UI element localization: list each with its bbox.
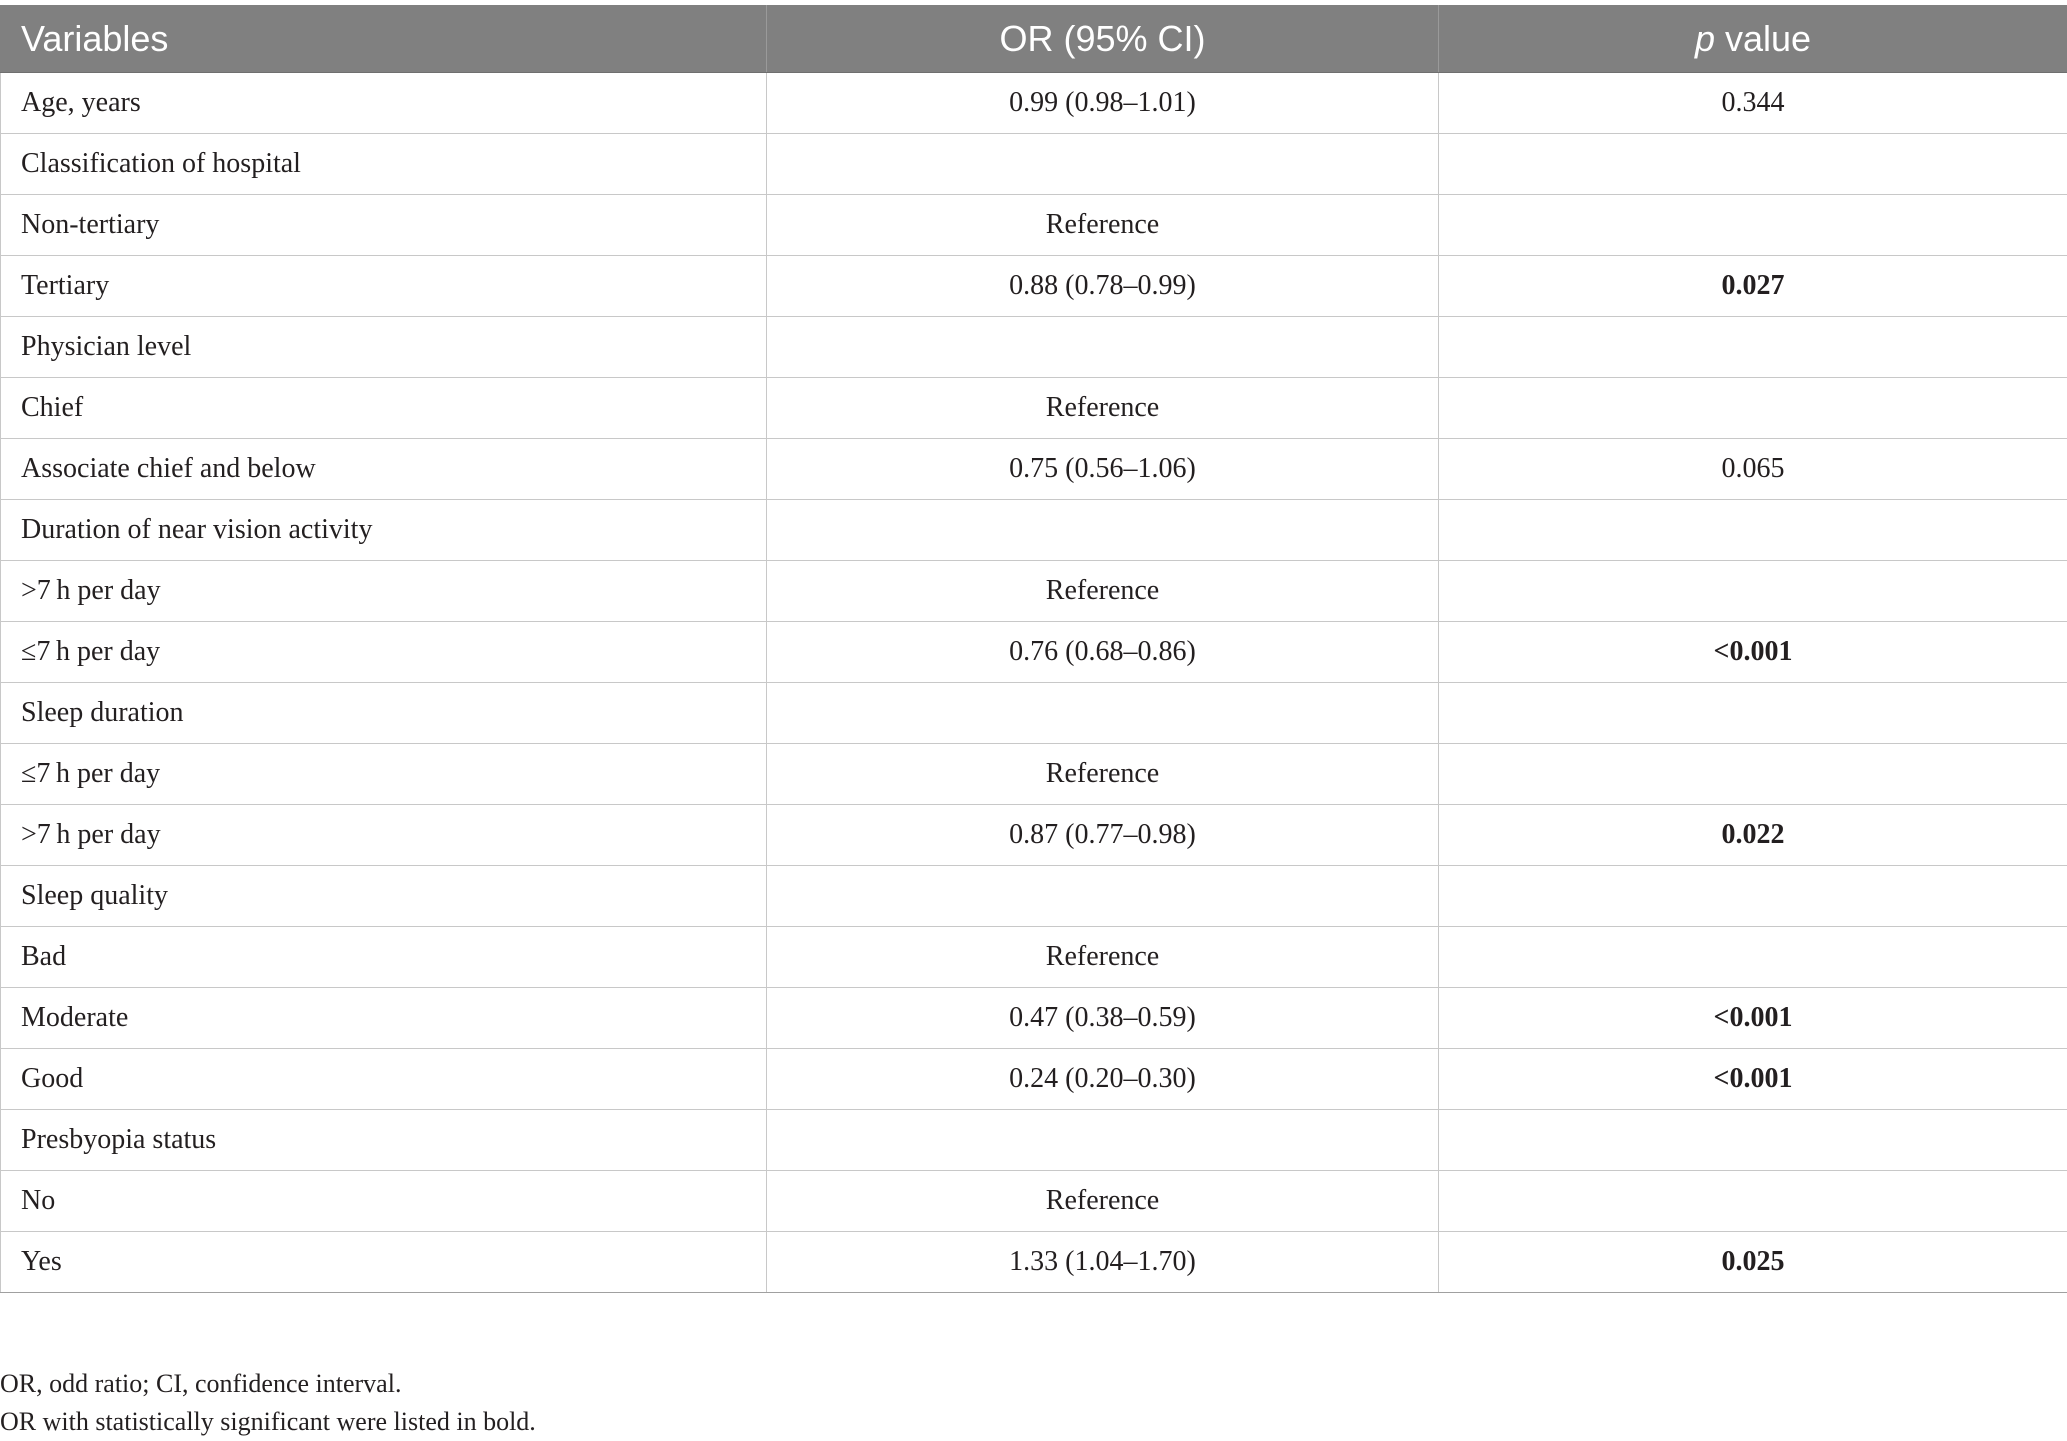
cell-variable: Age, years [1, 73, 767, 134]
cell-p-value: <0.001 [1439, 1049, 2067, 1110]
header-p-symbol: p [1694, 17, 1715, 59]
table-row [1, 561, 2067, 622]
cell-variable: ≤7 h per day [1, 744, 767, 805]
cell-or-ci: 0.75 (0.56–1.06) [767, 439, 1439, 500]
table-row [1, 134, 2067, 195]
cell-variable: Moderate [1, 988, 767, 1049]
cell-p-value: <0.001 [1439, 988, 2067, 1049]
cell-variable: ≤7 h per day [1, 622, 767, 683]
table-row [1, 195, 2067, 256]
cell-or-ci: 0.24 (0.20–0.30) [767, 1049, 1439, 1110]
cell-or-ci: Reference [767, 378, 1439, 439]
table-row [1, 744, 2067, 805]
table-row [1, 439, 2067, 500]
cell-or-ci [767, 1110, 1439, 1171]
cell-variable: Classification of hospital [1, 134, 767, 195]
cell-or-ci: Reference [767, 744, 1439, 805]
cell-p-value [1439, 866, 2067, 927]
cell-or-ci [767, 134, 1439, 195]
cell-p-value [1439, 500, 2067, 561]
table-footnotes [0, 1365, 536, 1441]
cell-p-value: <0.001 [1439, 622, 2067, 683]
cell-or-ci: Reference [767, 927, 1439, 988]
cell-variable: Sleep duration [1, 683, 767, 744]
cell-variable: Bad [1, 927, 767, 988]
cell-p-value [1439, 683, 2067, 744]
cell-variable: Presbyopia status [1, 1110, 767, 1171]
cell-variable: Yes [1, 1232, 767, 1293]
cell-variable: Duration of near vision activity [1, 500, 767, 561]
cell-p-value: 0.065 [1439, 439, 2067, 500]
regression-table-container [0, 5, 2067, 1293]
cell-p-value [1439, 1110, 2067, 1171]
cell-p-value: 0.022 [1439, 805, 2067, 866]
table-row [1, 1049, 2067, 1110]
cell-variable: Sleep quality [1, 866, 767, 927]
cell-variable: Tertiary [1, 256, 767, 317]
cell-variable: Associate chief and below [1, 439, 767, 500]
table-row [1, 866, 2067, 927]
table-row [1, 1171, 2067, 1232]
cell-variable: No [1, 1171, 767, 1232]
table-header [1, 5, 2067, 73]
header-variables: Variables [1, 5, 767, 73]
cell-p-value: 0.027 [1439, 256, 2067, 317]
header-p-value [1439, 5, 2067, 73]
table-row [1, 622, 2067, 683]
cell-or-ci: Reference [767, 195, 1439, 256]
cell-variable: Non-tertiary [1, 195, 767, 256]
cell-or-ci: 0.88 (0.78–0.99) [767, 256, 1439, 317]
cell-p-value [1439, 1171, 2067, 1232]
footnote-bold-note: OR with statistically significant were listed in bold. [0, 1407, 536, 1436]
cell-variable: Good [1, 1049, 767, 1110]
header-row [1, 5, 2067, 73]
cell-p-value [1439, 134, 2067, 195]
table-row [1, 317, 2067, 378]
header-p-suffix: value [1714, 17, 1812, 59]
cell-or-ci [767, 500, 1439, 561]
table-body [1, 73, 2067, 1293]
cell-p-value: 0.025 [1439, 1232, 2067, 1293]
table-row [1, 1110, 2067, 1171]
cell-or-ci [767, 866, 1439, 927]
cell-p-value [1439, 744, 2067, 805]
cell-variable: Chief [1, 378, 767, 439]
cell-or-ci [767, 317, 1439, 378]
cell-variable: >7 h per day [1, 561, 767, 622]
cell-or-ci: Reference [767, 1171, 1439, 1232]
footnote-abbreviations: OR, odd ratio; CI, confidence interval. [0, 1369, 402, 1398]
regression-table [0, 5, 2067, 1293]
cell-p-value: 0.344 [1439, 73, 2067, 134]
cell-or-ci: 0.87 (0.77–0.98) [767, 805, 1439, 866]
cell-or-ci [767, 683, 1439, 744]
cell-or-ci: 0.99 (0.98–1.01) [767, 73, 1439, 134]
cell-or-ci: Reference [767, 561, 1439, 622]
cell-p-value [1439, 195, 2067, 256]
table-row [1, 1232, 2067, 1293]
cell-p-value [1439, 561, 2067, 622]
cell-or-ci: 0.47 (0.38–0.59) [767, 988, 1439, 1049]
table-row [1, 378, 2067, 439]
table-row [1, 500, 2067, 561]
cell-p-value [1439, 317, 2067, 378]
table-row [1, 805, 2067, 866]
table-row [1, 256, 2067, 317]
table-row [1, 927, 2067, 988]
cell-variable: >7 h per day [1, 805, 767, 866]
cell-p-value [1439, 378, 2067, 439]
cell-or-ci: 1.33 (1.04–1.70) [767, 1232, 1439, 1293]
table-row [1, 73, 2067, 134]
cell-variable: Physician level [1, 317, 767, 378]
cell-p-value [1439, 927, 2067, 988]
table-row [1, 683, 2067, 744]
cell-or-ci: 0.76 (0.68–0.86) [767, 622, 1439, 683]
header-or-ci: OR (95% CI) [767, 5, 1439, 73]
table-row [1, 988, 2067, 1049]
